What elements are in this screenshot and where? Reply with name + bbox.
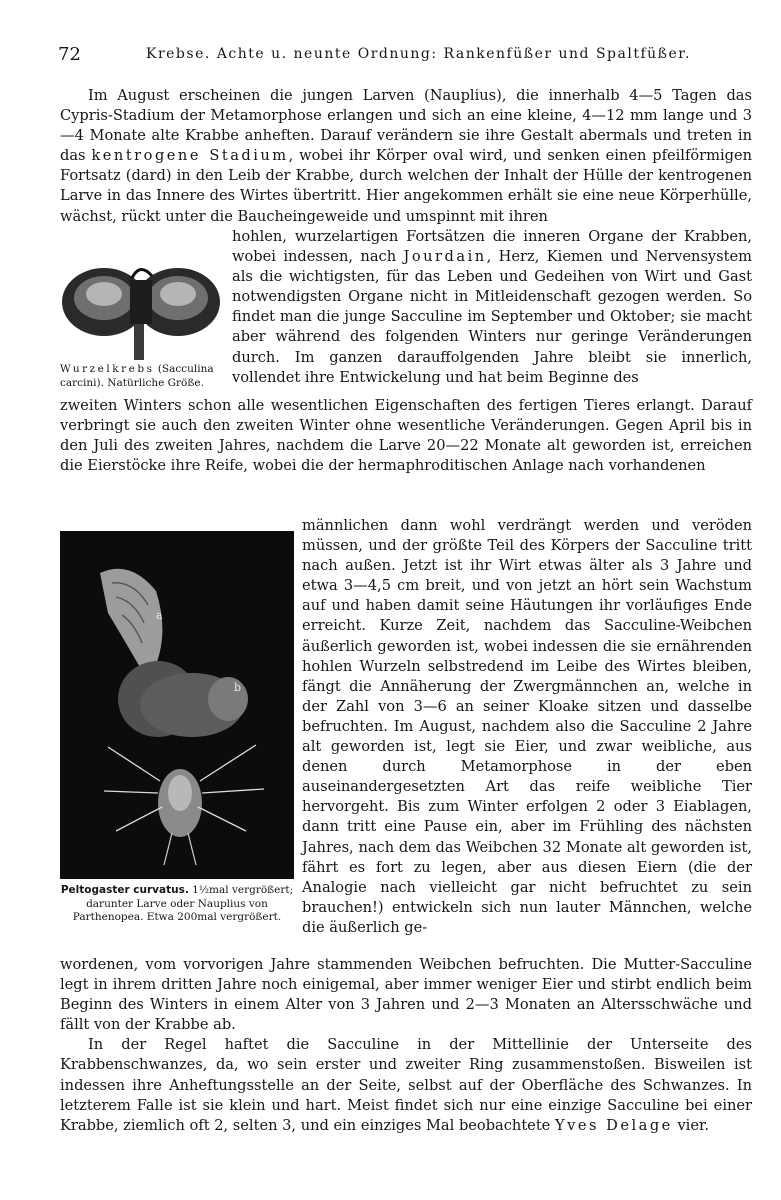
text-beside-figure-2 <box>302 516 752 938</box>
peltogaster-drawing <box>60 531 294 879</box>
caption-text: (Sacculina carcini). Natürliche Größe. <box>60 363 214 389</box>
figure-2-caption <box>60 884 294 925</box>
page-number: 72 <box>58 44 81 65</box>
text-run: , Herz, Kiemen und Nervensystem als die wichtigsten, für das Leben und Gedeihen von Wirt und Gast notwendigsten Organe nicht in Mitleidenschaft gezogen werden. So findet man die junge Sacculine im September und Oktober; sie macht aber während des folgenden Winters nur geringe Veränderungen durch. Im ganzen darauffolgenden Jahre bleibt sie innerlich, vollendet ihre Entwickelung und hat beim Beginne des <box>232 248 753 386</box>
paragraph-2 <box>60 1035 752 1135</box>
spaced-term: kentrogene Stadium <box>91 147 289 165</box>
sacculina-illustration <box>60 258 222 364</box>
text-block-middle <box>60 396 752 476</box>
running-title: Krebse. Achte u. neunte Ordnung: Rankenfüßer und Spaltfüßer. <box>146 46 691 62</box>
paragraph-1-end <box>60 955 752 1035</box>
author-name: Jourdain <box>403 248 487 266</box>
text-run: In der Regel haftet die Sacculine in der Mittellinie der Unterseite des Krabbenschwanzes, da, wo sein erster und zweiter Ring zusammenstoßen. Bisweilen ist indessen ihre Anheftungsstelle an der Seite, selbst auf der Oberfläche des Schwanzes. In letzterem Falle ist sie klein und hart. Meist findet sich nur eine einzige Sacculine bei einer Krabbe, ziemlich oft 2, selten 3, und ein einziges Mal beobachtete <box>60 1036 752 1134</box>
paragraph-1-cont <box>60 396 752 476</box>
caption-species: Peltogaster curvatus. <box>60 884 189 896</box>
text-block-top <box>60 86 752 227</box>
text-run: hohlen, wurzelartigen Fortsätzen die inneren Organe der Krabben, wobei indessen, nach <box>232 228 752 266</box>
figure-1-caption <box>60 362 226 390</box>
paragraph-1-cont <box>302 516 752 938</box>
peltogaster-photo <box>60 531 294 879</box>
text-run: , wobei ihr Körper oval wird, und senken einen pfeilförmigen Fortsatz (dard) in den Leib der Krabbe, durch welchen der Inhalt der Hülle der kentrogenen Larve in das Innere des Wirtes übertritt. Hier angekommen erhält sie eine neue Körperhülle, wächst, rückt unter die Baucheingeweide und umspinnt mit ihren <box>60 147 752 225</box>
text-block-bottom <box>60 955 752 1136</box>
text-run: wordenen, vom vorvorigen Jahre stammenden Weibchen befruchten. Die Mutter-Sacculine legt in ihrem dritten Jahre noch einigemal, aber immer weniger Eier und stirbt endlich beim Beginn des Winters in einem Alter von 3 Jahren und 2—3 Monaten an Altersschwäche und fällt von der Krabbe ab. <box>60 956 752 1034</box>
caption-text: 1½mal vergrößert; darunter Larve oder Nauplius von Parthenopea. Etwa 200mal vergrößert. <box>72 884 294 923</box>
text-run: männlichen dann wohl verdrängt werden und veröden müssen, und der größte Teil des Körpers der Sacculine tritt nach außen. Jetzt ist ihr Wirt etwas älter als 3 Jahre und etwa 3—4,5 cm breit, und von jetzt an hört sein Wachstum auf und haben damit seine Häutungen ihr vorläufiges Ende erreicht. Kurze Zeit, nachdem das Sacculine-Weibchen äußerlich geworden ist, wobei indessen die sie ernährenden hohlen Wurzeln selbstredend im Leibe des Wirtes bleiben, fängt die Annäherung der Zwergmännchen an, welche in der Zahl von 3—6 an seiner Kloake sitzen und dasselbe befruchten. Im August, nachdem also die Sacculine 2 Jahre alt geworden ist, legt sie Eier, und zwar weibliche, aus denen durch Metamorphose in der eben auseinandergesetzten Art das reife weibliche Tier hervorgeht. Bis zum Winter erfolgen 2 oder 3 Eiablagen, dann tritt eine Pause ein, aber im Frühling des nächsten Jahres, nach dem das Weibchen 32 Monate alt geworden ist, fährt es fort zu legen, aber aus diesen Eiern (die der Analogie nach vielleicht gar nicht befruchtet zu sein brauchen!) entwickeln sich nun lauter Männchen, welche die äußerlich ge- <box>302 517 752 936</box>
page-header <box>58 44 744 70</box>
text-run: vier. <box>677 1116 709 1134</box>
paragraph-1-start <box>60 86 752 227</box>
figure-label-b: b <box>234 681 242 694</box>
author-name: Yves Delage <box>554 1116 673 1134</box>
text-run: Im August erscheinen die jungen Larven (Nauplius), die innerhalb 4—5 Tagen das Cypris-Stadium der Metamorphose erlangen und sich an eine kleine, 4—12 mm lange und 3—4 Monate alte Krabbe anheften. Darauf verändern sie ihre Gestalt abermals und treten in das <box>60 87 752 165</box>
caption-species: Wurzelkrebs <box>60 363 155 375</box>
text-beside-figure-1 <box>232 227 752 388</box>
text-run: zweiten Winters schon alle wesentlichen Eigenschaften des fertigen Tieres erlangt. Darauf verbringt sie auch den zweiten Winter ohne wesentliche Veränderungen. Gegen April bis in den Juli des zweiten Jahres, nachdem die Larve 20—22 Monate alt geworden ist, erreichen die Eierstöcke ihre Reife, wobei die der hermaphroditischen Anlage nach vorhandenen <box>60 397 752 475</box>
paragraph-1-cont <box>232 227 752 388</box>
figure-label-a: a <box>156 609 163 622</box>
